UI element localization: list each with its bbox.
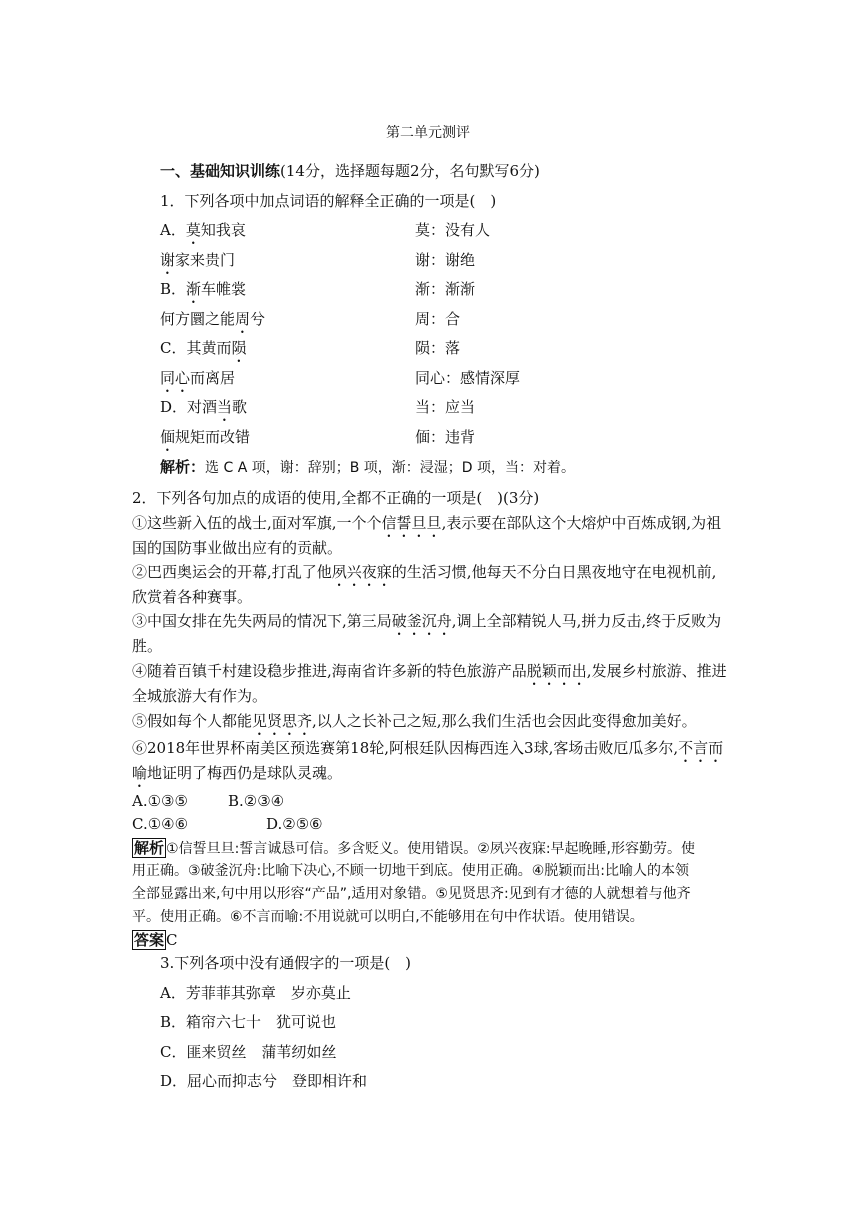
q2-option-c: C.①④⑥ <box>132 815 189 833</box>
dotted-idiom: 见贤思齐 <box>252 712 313 730</box>
q2-stem: 2．下列各句加点的成语的使用,全都不正确的一项是( )(3分) <box>132 489 540 507</box>
answer-value: C <box>166 931 178 949</box>
q1-row-c2-gloss: 同心：感情深厚 <box>415 369 521 387</box>
q1-row-b1: B．渐车帷裳 <box>160 280 247 298</box>
q1-row-a1: A．莫知我哀 <box>160 221 246 239</box>
q1-row-a1-gloss: 莫：没有人 <box>415 221 491 239</box>
q2-sentence-3a: ③中国女排在先失两局的情况下,第三局破釜沉舟,调上全部精锐人马,拼力反击,终于反败为 <box>132 612 722 630</box>
q2-sentence-3b: 胜。 <box>132 637 163 655</box>
dotted-word: 莫 <box>185 221 201 239</box>
q1-row-d1: D．对酒当歌 <box>160 398 248 416</box>
dotted-word: 谢 <box>160 251 176 269</box>
q1-row-d2: 偭规矩而改错 <box>160 428 251 446</box>
q2-sentence-6a: ⑥2018年世界杯南美区预选赛第18轮,阿根廷队因梅西连入3球,客场击败厄瓜多尔,不言而 <box>132 739 724 757</box>
q2-analysis-line-1: 解析 ①信誓旦旦:誓言诚恳可信。多含贬义。使用错误。②夙兴夜寐:早起晚睡,形容勤劳。使 <box>134 839 695 857</box>
q1-row-b1-gloss: 渐：渐渐 <box>415 280 476 298</box>
q2-sentence-1a: ①这些新入伍的战士,面对军旗,一个个信誓旦旦,表示要在部队这个大熔炉中百炼成钢,为祖 <box>132 514 722 532</box>
q2-sentence-1b: 国的国防事业做出应有的贡献。 <box>132 539 343 557</box>
dotted-word: 同心 <box>160 369 191 387</box>
q1-row-d1-gloss: 当：应当 <box>415 398 476 416</box>
dotted-idiom: 喻 <box>132 764 148 782</box>
q2-analysis-line-2: 用正确。③破釜沉舟:比喻下决心,不顾一切地干到底。使用正确。④脱颖而出:比喻人的本领 <box>132 863 689 879</box>
q1-row-a2-gloss: 谢：谢绝 <box>415 251 476 269</box>
q2-analysis-line-3: 全部显露出来,句中用以形容“产品”,适用对象错。⑤见贤思齐:见到有才德的人就想着与他齐 <box>132 886 691 902</box>
q3-option-b: B．箱帘六七十 犹可说也 <box>160 1013 337 1031</box>
section-heading <box>160 161 540 181</box>
dotted-word: 当 <box>217 398 233 416</box>
q3-option-a: A．芳菲菲其弥章 岁亦莫止 <box>160 984 351 1002</box>
answer-badge: 答案 <box>134 931 165 949</box>
q1-row-d2-gloss: 偭：违背 <box>415 428 476 446</box>
q1-row-a2: 谢家来贵门 <box>160 251 236 269</box>
analysis-badge: 解析 <box>134 839 165 857</box>
q2-sentence-2b: 欣赏着各种赛事。 <box>132 588 253 606</box>
q2-sentence-2a: ②巴西奥运会的开幕,打乱了他夙兴夜寐的生活习惯,他每天不分白日黑夜地守在电视机前, <box>132 563 717 581</box>
q1-row-c1-gloss: 陨：落 <box>415 339 461 357</box>
q2-sentence-4b: 全城旅游大有作为。 <box>132 687 268 705</box>
q2-option-a: A.①③⑤ <box>132 792 188 810</box>
q1-row-c2: 同心而离居 <box>160 369 236 387</box>
q2-analysis-line-4: 平。使用正确。⑥不言而喻:不用说就可以明白,不能够用在句中作状语。使用错误。 <box>132 909 644 925</box>
q1-row-b2: 何方圜之能周兮 <box>160 310 266 328</box>
analysis-label: 解析： <box>160 458 206 476</box>
q2-sentence-5: ⑤假如每个人都能见贤思齐,以人之长补己之短,那么我们生活也会因此变得愈加美好。 <box>132 712 697 730</box>
q2-option-d: D.②⑤⑥ <box>266 815 323 833</box>
dotted-word: 渐 <box>186 280 202 298</box>
q3-option-d: D．屈心而抑志兮 登即相许和 <box>160 1072 368 1090</box>
q2-option-b: B.②③④ <box>228 792 285 810</box>
section-heading-bold: 一、基础知识训练 <box>160 162 281 180</box>
q2-sentence-6b: 喻地证明了梅西仍是球队灵魂。 <box>132 764 343 782</box>
dotted-idiom: 信誓旦旦 <box>381 514 442 532</box>
q1-row-b2-gloss: 周：合 <box>415 310 461 328</box>
q3-stem: 3.下列各项中没有通假字的一项是( ) <box>160 954 412 972</box>
dotted-word: 偭 <box>160 428 176 446</box>
page-title: 第二单元测评 <box>386 125 470 141</box>
dotted-word: 周 <box>235 310 251 328</box>
dotted-idiom: 破釜沉舟 <box>391 612 452 630</box>
dotted-idiom: 脱颖而出 <box>526 662 587 680</box>
dotted-idiom: 夙兴夜寐 <box>331 563 392 581</box>
section-heading-note: (14分，选择题每题2分，名句默写6分) <box>280 162 540 180</box>
q1-row-c1: C．其黄而陨 <box>160 339 247 357</box>
q3-option-c: C．匪来贸丝 蒲苇纫如丝 <box>160 1043 337 1061</box>
q2-sentence-4a: ④随着百镇千村建设稳步推进,海南省许多新的特色旅游产品脱颖而出,发展乡村旅游、推进 <box>132 662 727 680</box>
q1-stem: 1．下列各项中加点词语的解释全正确的一项是( ) <box>160 192 497 210</box>
dotted-word: 陨 <box>231 339 247 357</box>
q1-analysis <box>160 457 575 478</box>
analysis-text: 选 C A 项，谢：辞别；B 项，渐：浸湿；D 项，当：对着。 <box>205 460 576 476</box>
dotted-idiom: 不言而 <box>678 739 724 757</box>
q2-answer <box>132 930 178 950</box>
